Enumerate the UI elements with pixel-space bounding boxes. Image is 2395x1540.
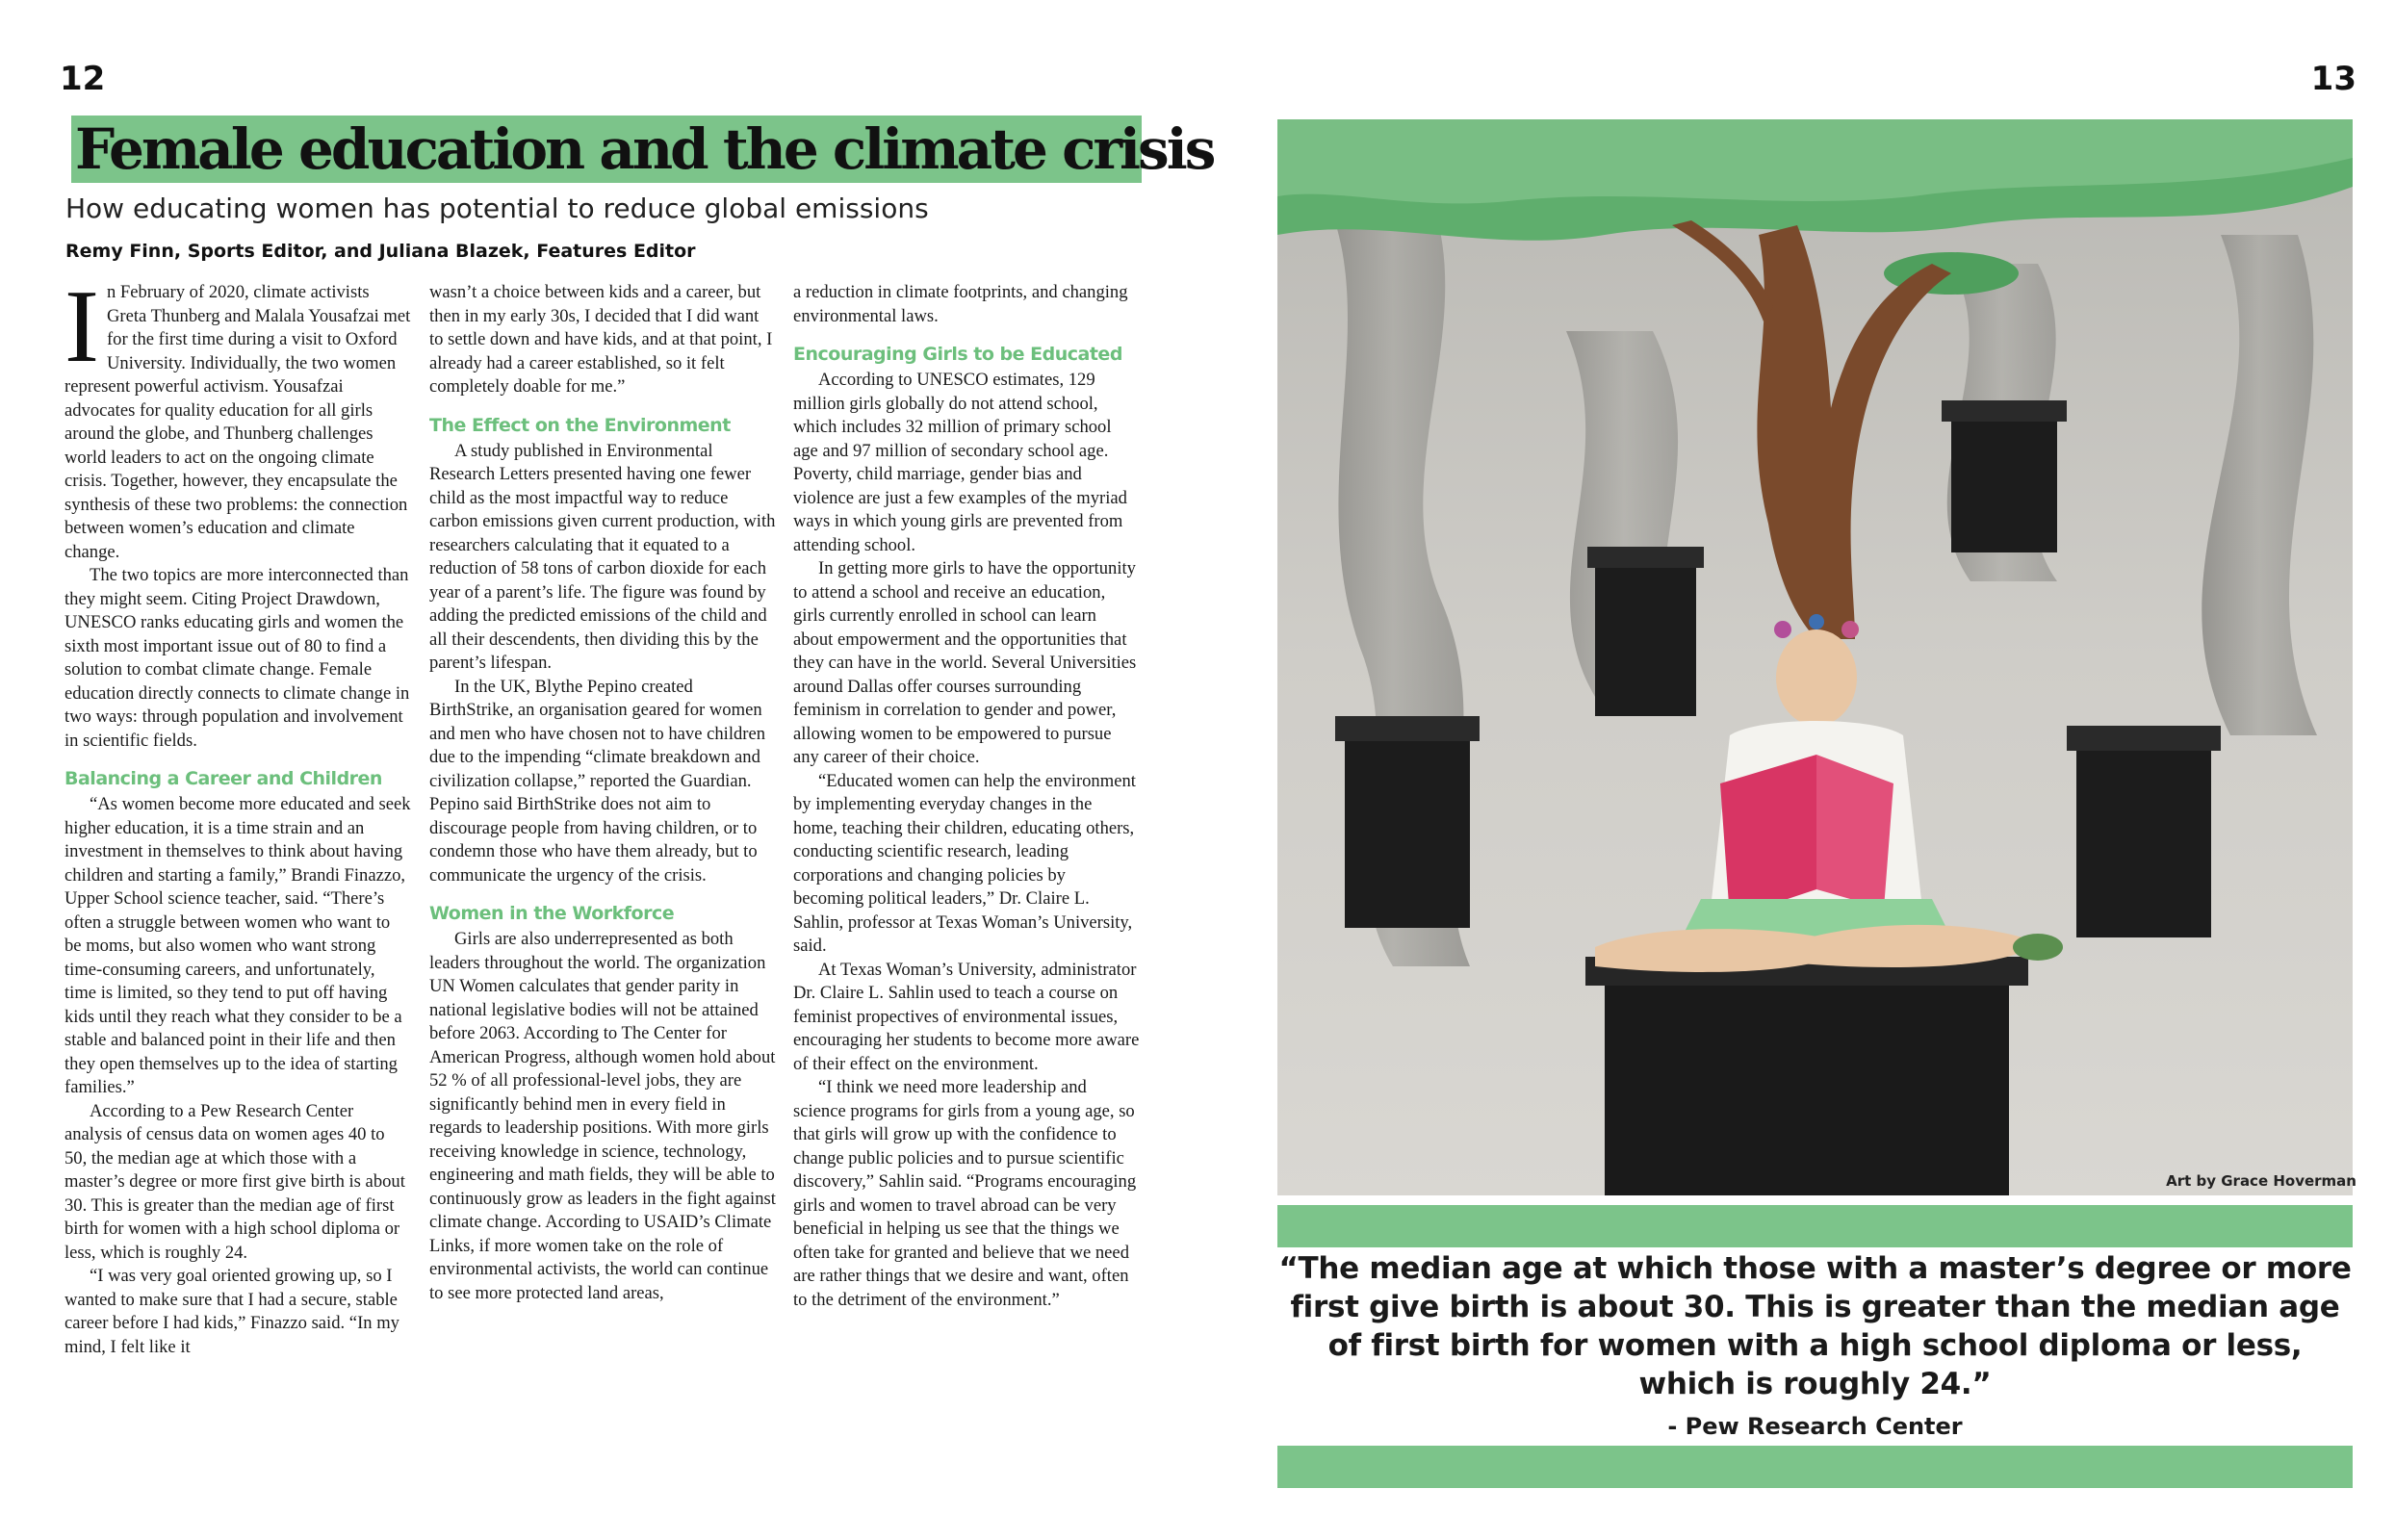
paragraph: n February of 2020, climate activists Greta Thunberg and Malala Yousafzai met for the first time during a visit to Oxford University. Individually, the two women represent powerful activism. Yousafzai advocates for quality education for all girls around the globe, and Thunberg challenges world leaders to act on the ongoing climate crisis. Together, however, they encapsulate the synthesis of these two problems: the connection between women’s education and climate change. bbox=[64, 282, 411, 562]
article-column-1 bbox=[64, 270, 411, 1359]
chimney bbox=[2076, 735, 2211, 937]
page-number-right: 13 bbox=[2310, 60, 2356, 98]
byline: Remy Finn, Sports Editor, and Juliana Blazek, Features Editor bbox=[65, 241, 696, 262]
paragraph: A study published in Environmental Research Letters presented having one fewer child as the most impactful way to reduce carbon emissions given current production, with researchers calculating that it equated to a reduction of 58 tons of carbon dioxide for each year of a parent’s life. The figure was found by adding the predicted emissions of the child and all their descendents, then dividing this by the parent’s lifespan. bbox=[429, 440, 776, 673]
artwork-painting bbox=[1277, 119, 2353, 1195]
subtitle: How educating women has potential to reduce global emissions bbox=[65, 192, 929, 224]
paragraph: a reduction in climate footprints, and changing environmental laws. bbox=[793, 282, 1128, 326]
paragraph: “I think we need more leadership and science programs for girls from a young age, so that girls will grow up with the confidence to change public policies and to pursue scientific discovery,” Sahlin said. “Programs encouraging girls and women to travel abroad can be very beneficial in helping us see that the things we often take for granted and believe that we need are rather things that we desire and want, often to the detriment of the environment.” bbox=[793, 1077, 1137, 1310]
paragraph: In the UK, Blythe Pepino created BirthStrike, an organisation geared for women and men who have chosen not to have children due to the impending “climate breakdown and civilization collapse,” reported the Guardian. Pepino said BirthStrike does not aim to discourage people from having children, or to condemn those who have them already, but to communicate the urgency of the crisis. bbox=[429, 676, 766, 886]
paragraph: “I was very goal oriented growing up, so I wanted to make sure that I had a secure, stable career before I had kids,” Finazzo said. “In my mind, I felt like it bbox=[64, 1266, 399, 1357]
page-number-left: 12 bbox=[60, 60, 106, 98]
section-heading: The Effect on the Environment bbox=[429, 414, 731, 436]
art-credit: Art by Grace Hoverman bbox=[2166, 1172, 2356, 1190]
section-heading: Balancing a Career and Children bbox=[64, 768, 382, 789]
pullquote-bar-top bbox=[1277, 1205, 2353, 1247]
article-column-2 bbox=[429, 281, 776, 1305]
paragraph: wasn’t a choice between kids and a career, but then in my early 30s, I decided that I did want to settle down and have kids, and at that point, I already had a career established, so it felt completely doable for me.” bbox=[429, 282, 773, 397]
girl-face bbox=[1776, 629, 1857, 726]
artwork-illustration bbox=[1277, 119, 2353, 1195]
headline: Female education and the climate crisis bbox=[75, 116, 1214, 182]
chimney-rim bbox=[2067, 726, 2221, 751]
drop-cap: I bbox=[64, 270, 99, 384]
chimney-rim bbox=[1942, 400, 2067, 422]
chimney bbox=[1345, 726, 1470, 928]
paragraph: The two topics are more interconnected than they might seem. Citing Project Drawdown, UNESCO ranks educating girls and women the sixth most important issue out of 80 to find a solution to combat climate change. Female education directly connects to climate change in two ways: through population and involvement in scientific fields. bbox=[64, 565, 410, 751]
paragraph: At Texas Woman’s University, administrator Dr. Claire L. Sahlin used to teach a course on feminist propectives of environmental issues, encouraging her students to become more aware of their effect on the environment. bbox=[793, 959, 1140, 1074]
pullquote-bar-bottom bbox=[1277, 1446, 2353, 1488]
chimney-rim bbox=[1335, 716, 1480, 741]
chimney bbox=[1951, 408, 2057, 552]
paragraph: In getting more girls to have the opportunity to attend a school and receive an education, girls currently enrolled in school can learn about empowerment and the opportunities that they can have in the world. Several Universities around Dallas offer courses surrounding feminism in correlation to gender and power, allowing women to be empowered to pursue any career of their choice. bbox=[793, 558, 1137, 767]
shoe bbox=[2013, 934, 2063, 961]
book bbox=[1720, 755, 1816, 918]
paragraph: According to UNESCO estimates, 129 million girls globally do not attend school, which includes 32 million of primary school age and 97 million of secondary school age. Poverty, child marriage, gender bias and violence are just a few examples of the myriad ways in which young girls are prevented from attending school. bbox=[793, 370, 1127, 555]
paragraph: Girls are also underrepresented as both leaders throughout the world. The organization UN Women calculates that gender parity in national legislative bodies will not be attained before 2063. According to The Center for American Progress, although women hold about 52 % of all professional-level jobs, they are significantly behind men in every field in regards to leadership positions. With more girls receiving knowledge in science, technology, engineering and math fields, they will be able to continuously grow as leaders in the fight against climate change. According to USAID’s Climate Links, if more women take on the role of environmental activists, the world can continue to see more protected land areas, bbox=[429, 929, 776, 1303]
pullquote-attribution: - Pew Research Center bbox=[1667, 1413, 1963, 1440]
chimney bbox=[1595, 552, 1696, 716]
paragraph: According to a Pew Research Center analysis of census data on women ages 40 to 50, the median age at which those with a master’s degree or more first give birth is about 30. This is greater than the median age of first birth for women with a high school diploma or less, which is roughly 24. bbox=[64, 1100, 405, 1263]
headline-bar bbox=[71, 116, 1214, 183]
section-heading: Encouraging Girls to be Educated bbox=[793, 344, 1122, 365]
pullquote: “The median age at which those with a master’s degree or more first give birth is about 30. This is greater than the median age of first birth for women with a high school diploma or less, which is roughly 24.” bbox=[1278, 1251, 2352, 1401]
section-heading: Women in the Workforce bbox=[429, 903, 675, 924]
article-column-3 bbox=[793, 281, 1140, 1312]
paragraph: “Educated women can help the environment by implementing everyday changes in the home, teaching their children, educating others, conducting scientific research, leading corporations and changing policies by becoming political leaders,” Dr. Claire L. Sahlin, professor at Texas Woman’s University, said. bbox=[793, 770, 1136, 956]
paragraph: “As women become more educated and seek higher education, it is a time strain and an investment in themselves to think about having children and starting a family,” Brandi Finazzo, Upper School science teacher, said. “There’s often a struggle between women who want to be moms, but also women who want strong time-consuming careers, and unfortunately, time is limited, so they tend to put off having kids until they reach what they consider to be a stable and balanced point in their life and then they open themselves up to the idea of starting families.” bbox=[64, 794, 411, 1097]
pedestal bbox=[1605, 966, 2009, 1195]
chimney-rim bbox=[1587, 547, 1704, 568]
